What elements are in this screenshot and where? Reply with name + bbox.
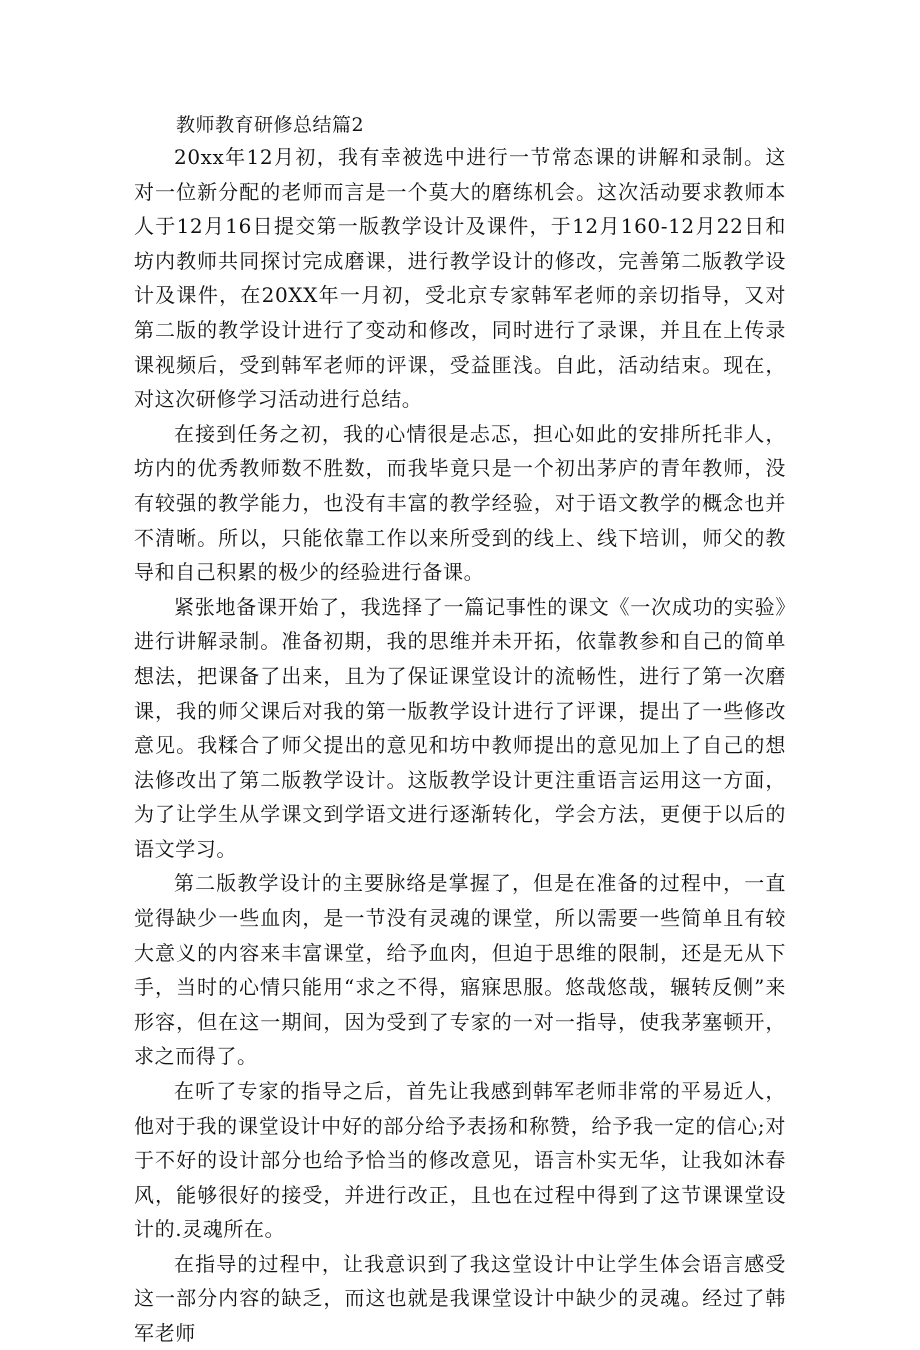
document-title: 教师教育研修总结篇2 <box>176 114 365 136</box>
paragraph-3: 紧张地备课开始了，我选择了一篇记事性的课文《一次成功的实验》进行讲解录制。准备初期，我的思维并未开拓，依靠教参和自己的简单想法，把课备了出来，且为了保证课堂设计的流畅性，进行了第一次磨课，我的师父课后对我的第一版教学设计进行了评课，提出了一些修改意见。我糅合了师父提出的意见和坊中教师提出的意见加上了自己的想法修改出了第二版教学设计。这版教学设计更注重语言运用这一方面，为了让学生从学课文到学语文进行逐渐转化，学会方法，更便于以后的语文学习。 <box>134 594 786 861</box>
paragraph-2: 在接到任务之初，我的心情很是忐忑，担心如此的安排所托非人，坊内的优秀教师数不胜数，而我毕竟只是一个初出茅庐的青年教师，没有较强的教学能力，也没有丰富的教学经验，对于语文教学的概念也并不清晰。所以，只能依靠工作以来所受到的线上、线下培训，师父的教导和自己积累的极少的经验进行备课。 <box>134 421 786 585</box>
paragraph-6: 在指导的过程中，让我意识到了我这堂设计中让学生体会语言感受这一部分内容的缺乏，而这也就是我课堂设计中缺少的灵魂。经过了韩军老师 <box>134 1252 786 1345</box>
paragraph-1: 20xx年12月初，我有幸被选中进行一节常态课的讲解和录制。这对一位新分配的老师而言是一个莫大的磨练机会。这次活动要求教师本人于12月16日提交第一版教学设计及课件，于12月160-12月22日和坊内教师共同探讨完成磨课，进行教学设计的修改，完善第二版教学设计及课件，在20XX年一月初，受北京专家韩军老师的亲切指导，又对第二版的教学设计进行了变动和修改，同时进行了录课，并且在上传录课视频后，受到韩军老师的评课，受益匪浅。自此，活动结束。现在，对这次研修学习活动进行总结。 <box>134 145 786 412</box>
paragraph-5: 在听了专家的指导之后，首先让我感到韩军老师非常的平易近人，他对于我的课堂设计中好的部分给予表扬和称赞，给予我一定的信心;对于不好的设计部分也给予恰当的修改意见，语言朴实无华，让我如沐春风，能够很好的接受，并进行改正，且也在过程中得到了这节课课堂设计的.灵魂所在。 <box>134 1079 786 1242</box>
paragraph-4: 第二版教学设计的主要脉络是掌握了，但是在准备的过程中，一直觉得缺少一些血肉，是一节没有灵魂的课堂，所以需要一些简单且有较大意义的内容来丰富课堂，给予血肉，但迫于思维的限制，还是无从下手，当时的心情只能用“求之不得，寤寐思服。悠哉悠哉，辗转反侧”来形容，但在这一期间，因为受到了专家的一对一指导，使我茅塞顿开，求之而得了。 <box>134 871 786 1069</box>
document-body <box>134 110 786 1350</box>
